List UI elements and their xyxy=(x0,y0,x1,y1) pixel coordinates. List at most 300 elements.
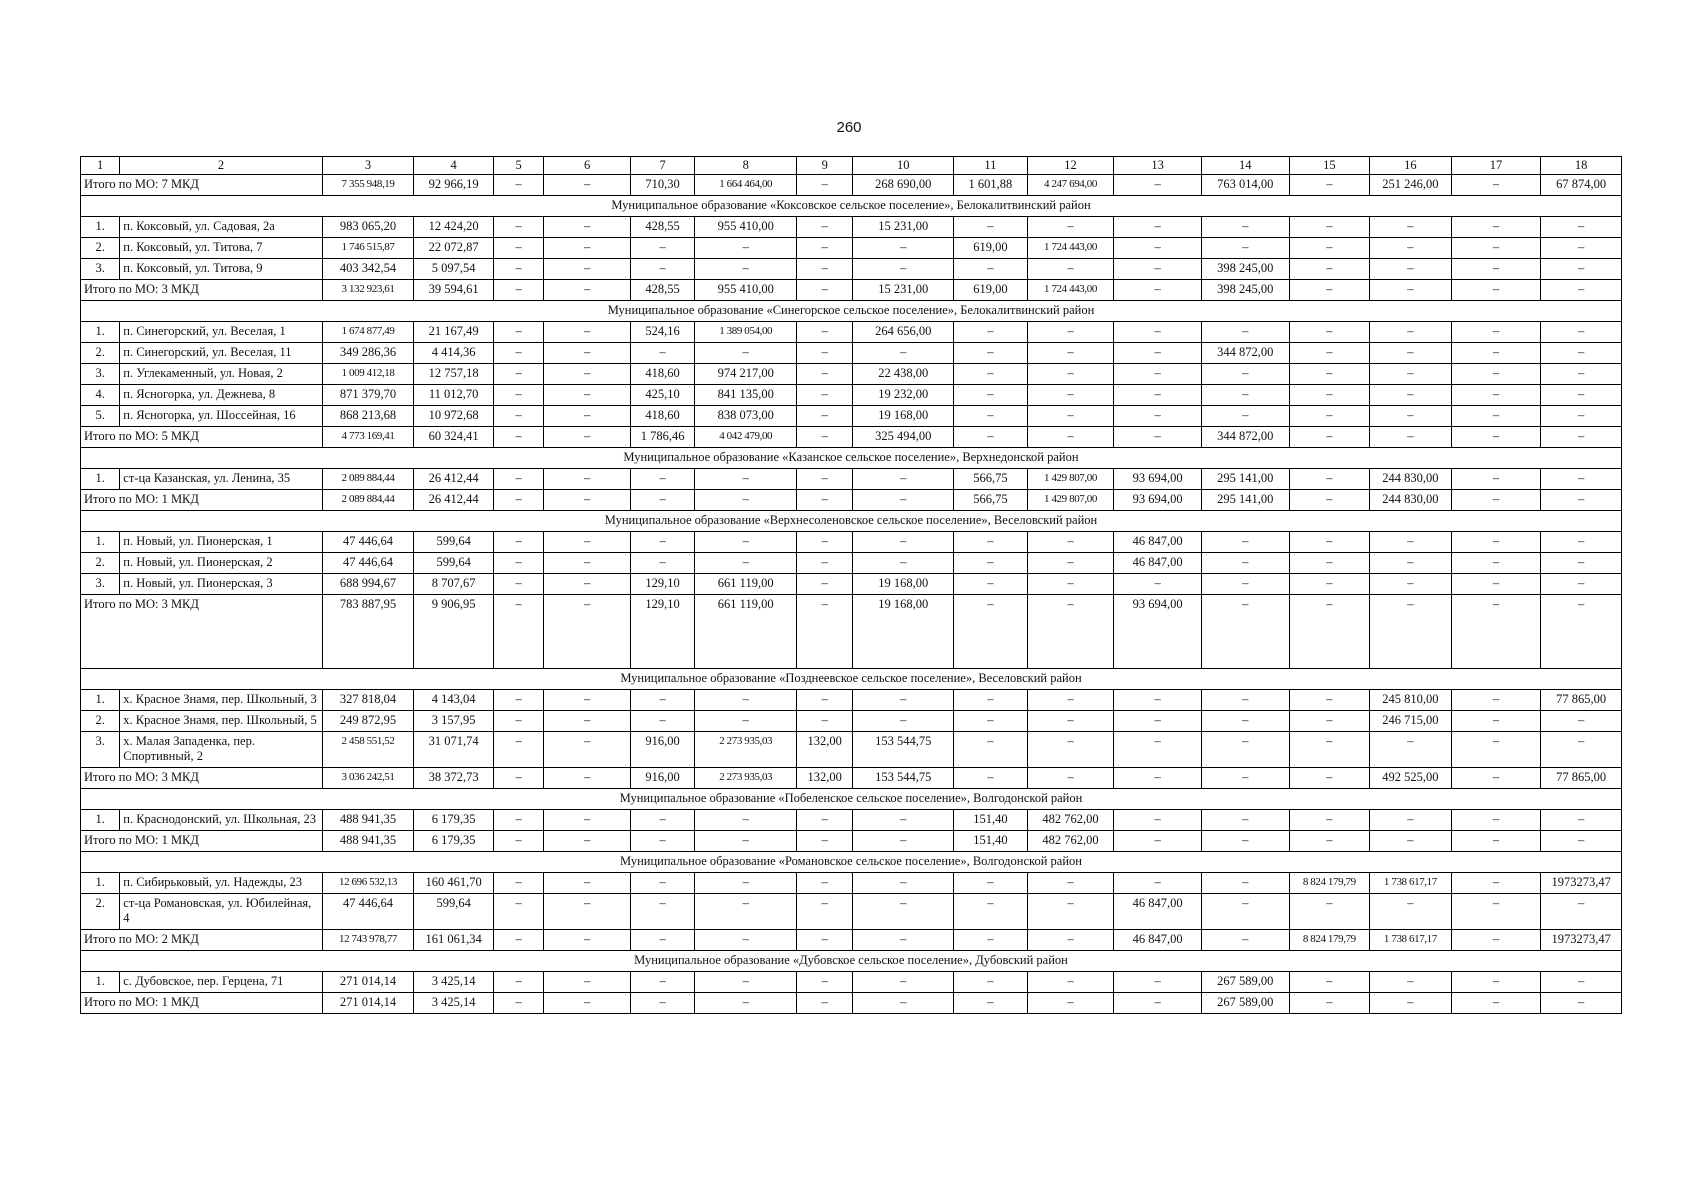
value-cell: 12 757,18 xyxy=(414,364,494,385)
section-header-row xyxy=(81,301,1622,322)
table-body xyxy=(81,157,1622,1014)
address-cell: п. Новый, ул. Пионерская, 3 xyxy=(120,574,322,595)
value-cell: 151,40 xyxy=(954,831,1028,852)
value-cell: – xyxy=(1201,364,1289,385)
value-cell: 251 246,00 xyxy=(1370,175,1452,196)
column-number: 8 xyxy=(695,157,797,175)
value-cell: – xyxy=(1451,217,1541,238)
value-cell: – xyxy=(853,894,954,930)
value-cell: – xyxy=(1114,732,1202,768)
value-cell: 349 286,36 xyxy=(322,343,414,364)
address-cell: п. Ясногорка, ул. Шоссейная, 16 xyxy=(120,406,322,427)
value-cell: – xyxy=(544,532,631,553)
value-cell: – xyxy=(1370,553,1452,574)
table-row xyxy=(81,711,1622,732)
value-cell: – xyxy=(1027,574,1114,595)
value-cell: – xyxy=(695,553,797,574)
value-cell: – xyxy=(797,972,853,993)
value-cell: – xyxy=(1451,873,1541,894)
value-cell: – xyxy=(544,690,631,711)
value-cell: – xyxy=(1114,322,1202,343)
value-cell: 3 132 923,61 xyxy=(322,280,414,301)
address-cell: х. Красное Знамя, пер. Школьный, 5 xyxy=(120,711,322,732)
value-cell: – xyxy=(695,259,797,280)
value-cell: – xyxy=(493,690,543,711)
total-label: Итого по МО: 7 МКД xyxy=(81,175,323,196)
value-cell: – xyxy=(544,364,631,385)
total-row xyxy=(81,930,1622,951)
row-number: 3. xyxy=(81,364,120,385)
address-cell: п. Новый, ул. Пионерская, 2 xyxy=(120,553,322,574)
value-cell: – xyxy=(544,831,631,852)
row-number: 2. xyxy=(81,238,120,259)
value-cell: – xyxy=(1027,406,1114,427)
value-cell: – xyxy=(1289,490,1370,511)
value-cell: – xyxy=(853,873,954,894)
value-cell: 8 824 179,79 xyxy=(1289,930,1370,951)
value-cell: – xyxy=(1451,427,1541,448)
value-cell: – xyxy=(797,711,853,732)
total-row xyxy=(81,768,1622,789)
row-number: 3. xyxy=(81,732,120,768)
value-cell: – xyxy=(630,894,694,930)
value-cell: 38 372,73 xyxy=(414,768,494,789)
row-number: 3. xyxy=(81,259,120,280)
value-cell: – xyxy=(1114,711,1202,732)
value-cell: – xyxy=(1451,768,1541,789)
value-cell: 93 694,00 xyxy=(1114,595,1202,669)
address-cell: х. Малая Западенка, пер. Спортивный, 2 xyxy=(120,732,322,768)
value-cell: – xyxy=(544,711,631,732)
value-cell: – xyxy=(797,469,853,490)
value-cell: – xyxy=(1114,831,1202,852)
value-cell: 132,00 xyxy=(797,768,853,789)
column-number: 5 xyxy=(493,157,543,175)
value-cell: 983 065,20 xyxy=(322,217,414,238)
column-number: 6 xyxy=(544,157,631,175)
row-number: 1. xyxy=(81,217,120,238)
value-cell: 19 232,00 xyxy=(853,385,954,406)
value-cell: 488 941,35 xyxy=(322,810,414,831)
value-cell: – xyxy=(1201,711,1289,732)
value-cell: 153 544,75 xyxy=(853,732,954,768)
value-cell: – xyxy=(695,469,797,490)
value-cell: 67 874,00 xyxy=(1541,175,1622,196)
value-cell: – xyxy=(1451,343,1541,364)
value-cell: – xyxy=(1114,972,1202,993)
value-cell: – xyxy=(1541,322,1622,343)
value-cell: – xyxy=(797,993,853,1014)
value-cell: – xyxy=(853,993,954,1014)
value-cell: – xyxy=(1541,532,1622,553)
value-cell: – xyxy=(493,993,543,1014)
table-row xyxy=(81,238,1622,259)
column-number: 7 xyxy=(630,157,694,175)
value-cell: – xyxy=(1370,831,1452,852)
value-cell: – xyxy=(1289,364,1370,385)
value-cell: – xyxy=(1541,280,1622,301)
value-cell: – xyxy=(797,574,853,595)
value-cell: 244 830,00 xyxy=(1370,469,1452,490)
value-cell: – xyxy=(1289,768,1370,789)
value-cell: 955 410,00 xyxy=(695,280,797,301)
value-cell: 619,00 xyxy=(954,238,1028,259)
value-cell: – xyxy=(797,831,853,852)
column-number: 14 xyxy=(1201,157,1289,175)
value-cell: – xyxy=(1289,831,1370,852)
value-cell: – xyxy=(1114,810,1202,831)
row-number: 1. xyxy=(81,972,120,993)
value-cell: – xyxy=(1451,732,1541,768)
value-cell: – xyxy=(1451,490,1541,511)
total-row xyxy=(81,175,1622,196)
value-cell: – xyxy=(1289,894,1370,930)
value-cell: – xyxy=(797,810,853,831)
value-cell: – xyxy=(1541,972,1622,993)
value-cell: – xyxy=(630,238,694,259)
value-cell: – xyxy=(1201,831,1289,852)
value-cell: – xyxy=(544,280,631,301)
value-cell: 1 664 464,00 xyxy=(695,175,797,196)
value-cell: – xyxy=(797,259,853,280)
table-row xyxy=(81,364,1622,385)
value-cell: – xyxy=(695,993,797,1014)
value-cell: – xyxy=(1027,894,1114,930)
value-cell: – xyxy=(1370,972,1452,993)
value-cell: – xyxy=(1451,972,1541,993)
value-cell: – xyxy=(695,930,797,951)
value-cell: 47 446,64 xyxy=(322,894,414,930)
value-cell: – xyxy=(493,259,543,280)
value-cell: 15 231,00 xyxy=(853,280,954,301)
value-cell: – xyxy=(630,553,694,574)
value-cell: 566,75 xyxy=(954,469,1028,490)
value-cell: 4 143,04 xyxy=(414,690,494,711)
value-cell: – xyxy=(1201,385,1289,406)
value-cell: 327 818,04 xyxy=(322,690,414,711)
value-cell: – xyxy=(797,175,853,196)
value-cell: – xyxy=(544,322,631,343)
row-number: 2. xyxy=(81,553,120,574)
value-cell: – xyxy=(853,553,954,574)
value-cell: – xyxy=(544,238,631,259)
value-cell: 619,00 xyxy=(954,280,1028,301)
value-cell: – xyxy=(1289,259,1370,280)
value-cell: 566,75 xyxy=(954,490,1028,511)
total-label: Итого по МО: 5 МКД xyxy=(81,427,323,448)
value-cell: – xyxy=(493,385,543,406)
value-cell: 268 690,00 xyxy=(853,175,954,196)
total-row xyxy=(81,280,1622,301)
value-cell: – xyxy=(695,490,797,511)
value-cell: 77 865,00 xyxy=(1541,690,1622,711)
value-cell: – xyxy=(544,595,631,669)
value-cell: – xyxy=(1027,930,1114,951)
value-cell: 710,30 xyxy=(630,175,694,196)
value-cell: – xyxy=(797,894,853,930)
table-row xyxy=(81,259,1622,280)
value-cell: – xyxy=(695,873,797,894)
value-cell: – xyxy=(954,553,1028,574)
value-cell: – xyxy=(630,711,694,732)
value-cell: – xyxy=(797,930,853,951)
value-cell: – xyxy=(1451,810,1541,831)
value-cell: – xyxy=(493,768,543,789)
value-cell: 524,16 xyxy=(630,322,694,343)
value-cell: 4 247 694,00 xyxy=(1027,175,1114,196)
row-number: 3. xyxy=(81,574,120,595)
value-cell: – xyxy=(695,343,797,364)
value-cell: 482 762,00 xyxy=(1027,810,1114,831)
column-number: 10 xyxy=(853,157,954,175)
page-number: 260 xyxy=(836,119,862,136)
value-cell: – xyxy=(1289,406,1370,427)
row-number: 5. xyxy=(81,406,120,427)
value-cell: – xyxy=(954,532,1028,553)
value-cell: – xyxy=(1201,810,1289,831)
row-number: 1. xyxy=(81,873,120,894)
value-cell: – xyxy=(853,711,954,732)
total-row xyxy=(81,831,1622,852)
value-cell: – xyxy=(630,930,694,951)
address-cell: п. Ясногорка, ул. Дежнева, 8 xyxy=(120,385,322,406)
total-label: Итого по МО: 3 МКД xyxy=(81,768,323,789)
value-cell: 661 119,00 xyxy=(695,595,797,669)
value-cell: 1 601,88 xyxy=(954,175,1028,196)
value-cell: – xyxy=(1114,873,1202,894)
value-cell: – xyxy=(1201,532,1289,553)
value-cell: – xyxy=(797,427,853,448)
value-cell: – xyxy=(1114,406,1202,427)
value-cell: – xyxy=(954,993,1028,1014)
value-cell: 783 887,95 xyxy=(322,595,414,669)
value-cell: – xyxy=(544,427,631,448)
value-cell: – xyxy=(853,690,954,711)
value-cell: – xyxy=(1541,385,1622,406)
value-cell: 46 847,00 xyxy=(1114,532,1202,553)
value-cell: – xyxy=(1370,427,1452,448)
value-cell: 160 461,70 xyxy=(414,873,494,894)
value-cell: – xyxy=(853,469,954,490)
table-row xyxy=(81,553,1622,574)
value-cell: – xyxy=(1114,993,1202,1014)
value-cell: – xyxy=(1114,768,1202,789)
column-number: 11 xyxy=(954,157,1028,175)
value-cell: – xyxy=(1541,406,1622,427)
table-row xyxy=(81,532,1622,553)
value-cell: 974 217,00 xyxy=(695,364,797,385)
value-cell: – xyxy=(493,469,543,490)
value-cell: – xyxy=(1370,385,1452,406)
value-cell: – xyxy=(1541,259,1622,280)
value-cell: – xyxy=(630,490,694,511)
address-cell: ст-ца Романовская, ул. Юбилейная, 4 xyxy=(120,894,322,930)
value-cell: – xyxy=(1541,238,1622,259)
value-cell: – xyxy=(797,364,853,385)
value-cell: 3 425,14 xyxy=(414,993,494,1014)
column-number: 3 xyxy=(322,157,414,175)
total-label: Итого по МО: 3 МКД xyxy=(81,280,323,301)
value-cell: 31 071,74 xyxy=(414,732,494,768)
value-cell: 1 389 054,00 xyxy=(695,322,797,343)
value-cell: 4 042 479,00 xyxy=(695,427,797,448)
value-cell: 2 273 935,03 xyxy=(695,768,797,789)
value-cell: – xyxy=(1027,259,1114,280)
column-number: 15 xyxy=(1289,157,1370,175)
value-cell: 271 014,14 xyxy=(322,972,414,993)
section-title: Муниципальное образование «Дубовское сельское поселение», Дубовский район xyxy=(81,951,1622,972)
value-cell: – xyxy=(1370,217,1452,238)
value-cell: 418,60 xyxy=(630,364,694,385)
value-cell: – xyxy=(954,259,1028,280)
address-cell: ст-ца Казанская, ул. Ленина, 35 xyxy=(120,469,322,490)
value-cell: – xyxy=(1114,343,1202,364)
value-cell: – xyxy=(1370,364,1452,385)
value-cell: – xyxy=(544,175,631,196)
value-cell: – xyxy=(695,532,797,553)
section-header-row xyxy=(81,852,1622,873)
value-cell: 39 594,61 xyxy=(414,280,494,301)
value-cell: 151,40 xyxy=(954,810,1028,831)
value-cell: – xyxy=(544,406,631,427)
value-cell: – xyxy=(1541,711,1622,732)
value-cell: 418,60 xyxy=(630,406,694,427)
value-cell: – xyxy=(1201,930,1289,951)
value-cell: – xyxy=(1451,469,1541,490)
value-cell: – xyxy=(630,690,694,711)
row-number: 1. xyxy=(81,690,120,711)
address-cell: п. Синегорский, ул. Веселая, 11 xyxy=(120,343,322,364)
value-cell: 246 715,00 xyxy=(1370,711,1452,732)
value-cell: – xyxy=(1451,894,1541,930)
value-cell: 93 694,00 xyxy=(1114,490,1202,511)
value-cell: 12 696 532,13 xyxy=(322,873,414,894)
value-cell: – xyxy=(1451,280,1541,301)
value-cell: – xyxy=(695,972,797,993)
value-cell: – xyxy=(1451,385,1541,406)
value-cell: – xyxy=(1027,711,1114,732)
value-cell: 1 724 443,00 xyxy=(1027,238,1114,259)
value-cell: – xyxy=(1114,385,1202,406)
value-cell: – xyxy=(1027,385,1114,406)
value-cell: – xyxy=(1289,732,1370,768)
value-cell: – xyxy=(1201,894,1289,930)
value-cell: 267 589,00 xyxy=(1201,972,1289,993)
value-cell: – xyxy=(1289,532,1370,553)
table-row xyxy=(81,873,1622,894)
section-title: Муниципальное образование «Верхнесоленовское сельское поселение», Веселовский район xyxy=(81,511,1622,532)
table-row xyxy=(81,972,1622,993)
address-cell: п. Коксовый, ул. Садовая, 2а xyxy=(120,217,322,238)
value-cell: 244 830,00 xyxy=(1370,490,1452,511)
value-cell: – xyxy=(695,690,797,711)
value-cell: – xyxy=(797,217,853,238)
value-cell: – xyxy=(1027,217,1114,238)
value-cell: 161 061,34 xyxy=(414,930,494,951)
value-cell: – xyxy=(493,595,543,669)
value-cell: 245 810,00 xyxy=(1370,690,1452,711)
value-cell: – xyxy=(1289,280,1370,301)
value-cell: – xyxy=(1289,175,1370,196)
value-cell: – xyxy=(797,238,853,259)
value-cell: – xyxy=(1451,175,1541,196)
column-number: 18 xyxy=(1541,157,1622,175)
value-cell: – xyxy=(1201,217,1289,238)
value-cell: 425,10 xyxy=(630,385,694,406)
value-cell: – xyxy=(1289,217,1370,238)
value-cell: 482 762,00 xyxy=(1027,831,1114,852)
value-cell: 841 135,00 xyxy=(695,385,797,406)
value-cell: – xyxy=(1201,322,1289,343)
value-cell: – xyxy=(797,690,853,711)
value-cell: – xyxy=(1289,993,1370,1014)
value-cell: – xyxy=(493,238,543,259)
row-number: 2. xyxy=(81,711,120,732)
value-cell: – xyxy=(954,385,1028,406)
value-cell: – xyxy=(853,259,954,280)
value-cell: – xyxy=(1541,993,1622,1014)
value-cell: 344 872,00 xyxy=(1201,427,1289,448)
value-cell: – xyxy=(630,993,694,1014)
value-cell: – xyxy=(1541,553,1622,574)
value-cell: – xyxy=(493,175,543,196)
value-cell: – xyxy=(630,972,694,993)
value-cell: – xyxy=(695,810,797,831)
value-cell: 60 324,41 xyxy=(414,427,494,448)
value-cell: – xyxy=(797,280,853,301)
value-cell: – xyxy=(1370,238,1452,259)
value-cell: – xyxy=(1370,595,1452,669)
value-cell: – xyxy=(1451,930,1541,951)
value-cell: 46 847,00 xyxy=(1114,894,1202,930)
value-cell: – xyxy=(493,322,543,343)
section-title: Муниципальное образование «Коксовское сельское поселение», Белокалитвинский район xyxy=(81,196,1622,217)
value-cell: – xyxy=(493,280,543,301)
value-cell: – xyxy=(1289,469,1370,490)
table-row xyxy=(81,574,1622,595)
value-cell: – xyxy=(1289,595,1370,669)
value-cell: – xyxy=(954,768,1028,789)
value-cell: 5 097,54 xyxy=(414,259,494,280)
table-row xyxy=(81,385,1622,406)
address-cell: с. Дубовское, пер. Герцена, 71 xyxy=(120,972,322,993)
column-number: 2 xyxy=(120,157,322,175)
value-cell: 325 494,00 xyxy=(853,427,954,448)
value-cell: 8 707,67 xyxy=(414,574,494,595)
value-cell: 77 865,00 xyxy=(1541,768,1622,789)
section-header-row xyxy=(81,789,1622,810)
value-cell: – xyxy=(1451,322,1541,343)
value-cell: 599,64 xyxy=(414,894,494,930)
total-label: Итого по МО: 2 МКД xyxy=(81,930,323,951)
value-cell: – xyxy=(954,894,1028,930)
section-title: Муниципальное образование «Синегорское сельское поселение», Белокалитвинский район xyxy=(81,301,1622,322)
value-cell: 15 231,00 xyxy=(853,217,954,238)
value-cell: – xyxy=(1370,532,1452,553)
value-cell: 2 089 884,44 xyxy=(322,490,414,511)
value-cell: – xyxy=(493,711,543,732)
value-cell: 93 694,00 xyxy=(1114,469,1202,490)
value-cell: – xyxy=(853,490,954,511)
value-cell: – xyxy=(1451,574,1541,595)
value-cell: – xyxy=(797,595,853,669)
value-cell: 398 245,00 xyxy=(1201,259,1289,280)
value-cell: – xyxy=(1541,732,1622,768)
table-row xyxy=(81,322,1622,343)
value-cell: – xyxy=(853,532,954,553)
address-cell: п. Сибирьковый, ул. Надежды, 23 xyxy=(120,873,322,894)
value-cell: – xyxy=(493,553,543,574)
